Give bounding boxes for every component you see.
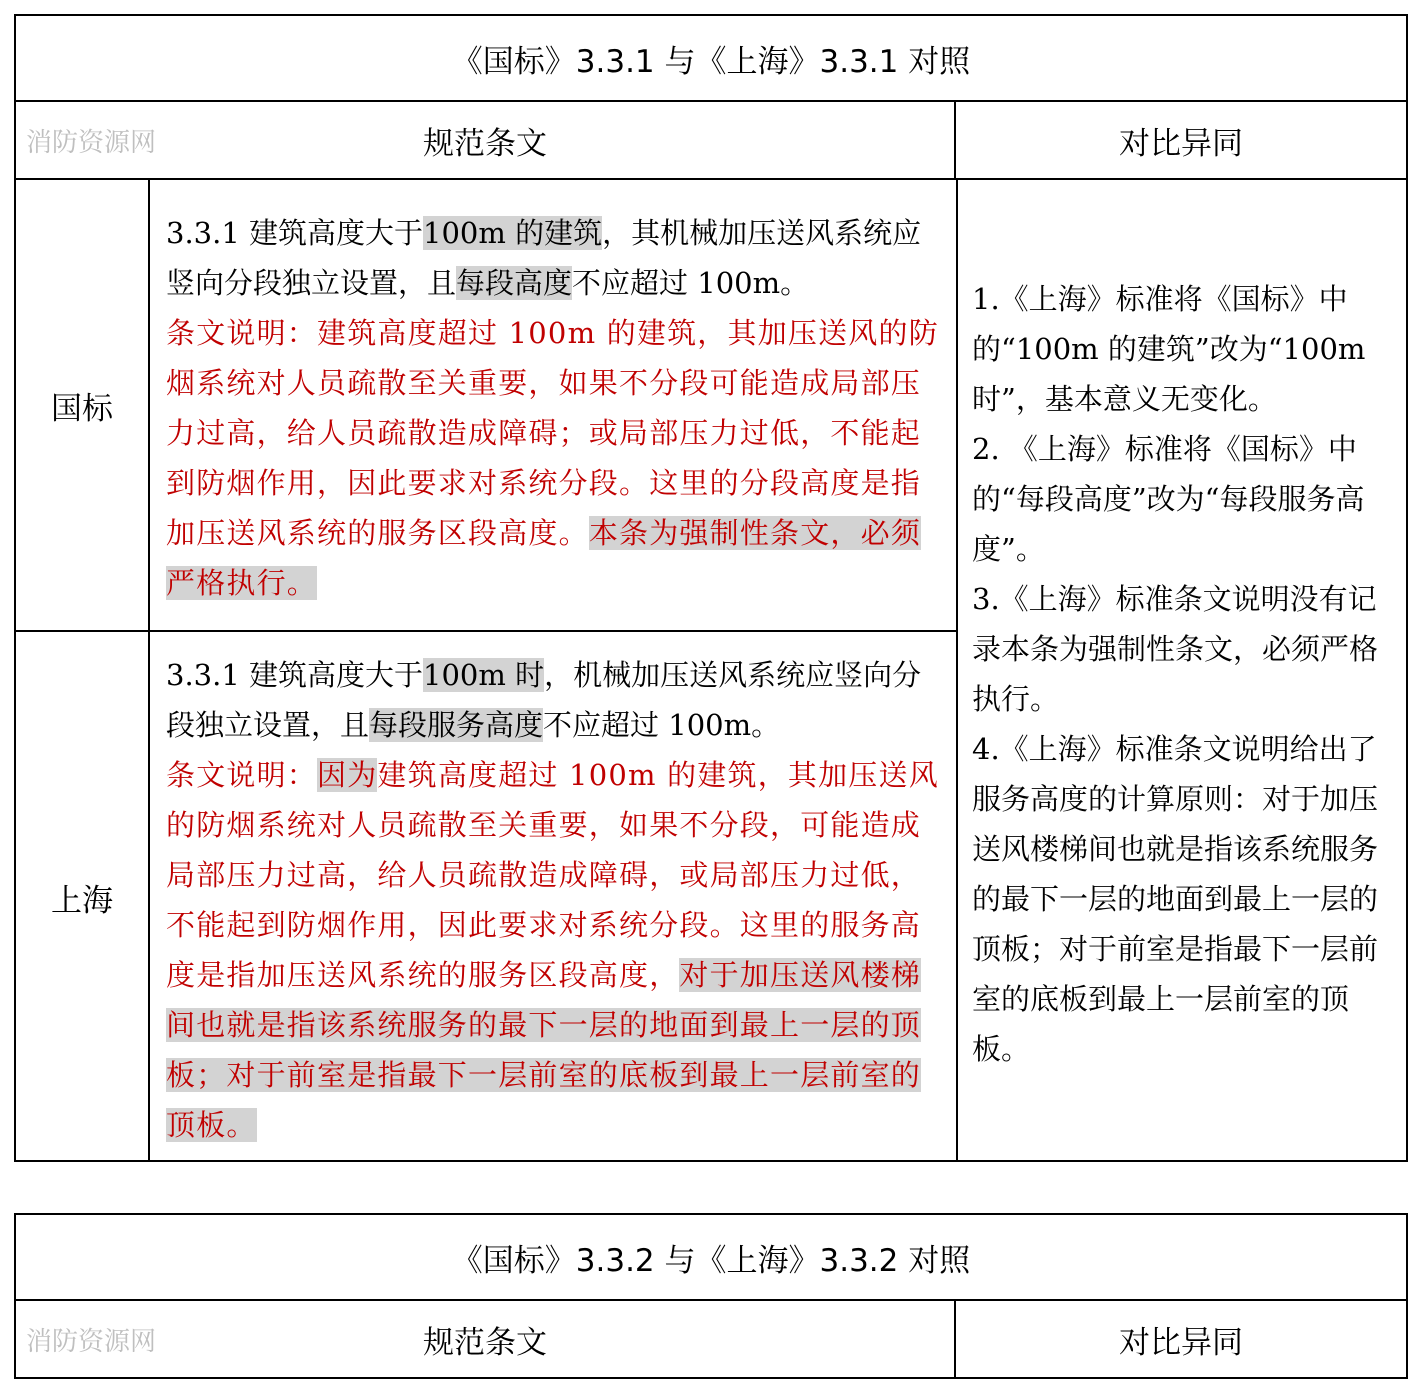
comparison-item: 4.《上海》标准条文说明给出了服务高度的计算原则：对于加压送风楼梯间也就是指该系统服务的最下一层的地面到最上一层的顶板；对于前室是指最下一层前室的底板到最上一层前室的顶板。 — [972, 732, 1379, 1066]
divider-row-guobiao-shanghai — [16, 630, 958, 632]
guobiao-text-c: ，其机械加压送风系统应竖向分段独立设置，且 — [166, 216, 922, 300]
shanghai-text-e: 不应超过 100m。 — [543, 708, 781, 742]
shanghai-note-a: 条文说明： — [166, 758, 318, 792]
guobiao-text-a: 3.3.1 建筑高度大于 — [166, 216, 424, 250]
shanghai-text-c: ，机械加压送风系统应竖向分段独立设置，且 — [166, 658, 922, 742]
comparison-table-3-3-2 — [14, 1213, 1408, 1379]
shanghai-text-highlight-b: 100m 时 — [423, 658, 545, 692]
shanghai-note-c: 建筑高度超过 100m 的建筑，其加压送风的防烟系统对人员疏散至关重要，如果不分段，可能造成局部压力过高，给人员疏散造成障碍，或局部压力过低，不能起到防烟作用，因此要求对系统分段。这里的服务高度是指加压送风系统的服务区段高度， — [166, 758, 939, 992]
guobiao-clause-text — [166, 208, 942, 308]
shanghai-explanation — [166, 750, 942, 1150]
guobiao-note-a: 条文说明：建筑高度超过 100m 的建筑，其加压送风的防烟系统对人员疏散至关重要，如果不分段可能造成局部压力过高，给人员疏散造成障碍；或局部压力过低，不能起到防烟作用，因此要求对系统分段。这里的分段高度是指加压送风系统的服务区段高度。 — [166, 316, 939, 550]
guobiao-text-highlight-b: 100m 的建筑 — [423, 216, 603, 250]
row-label-shanghai-text: 上海 — [51, 882, 113, 919]
header-comparison — [956, 102, 1406, 178]
header-clause-text — [16, 102, 956, 178]
table-title — [16, 16, 1406, 102]
guobiao-note-highlight-b: 本条为强制性条文，必须严格执行。 — [166, 516, 922, 600]
comparison-notes — [972, 274, 1396, 1074]
table-title — [16, 1215, 1406, 1301]
row-label-guobiao-text: 国标 — [51, 390, 113, 427]
divider-comparison-column — [956, 180, 958, 1160]
header-comparison — [956, 1301, 1406, 1377]
comparison-table-3-3-1 — [14, 14, 1408, 1162]
header-clause-text — [16, 1301, 956, 1377]
header-left-label: 规范条文 — [423, 125, 547, 162]
table-title-text: 《国标》3.3.1 与《上海》3.3.1 对照 — [451, 43, 971, 80]
comparison-item: 3.《上海》标准条文说明没有记录本条为强制性条文，必须严格执行。 — [972, 582, 1379, 716]
shanghai-note-highlight-d: 对于加压送风楼梯间也就是指该系统服务的最下一层的地面到最上一层的顶板；对于前室是指最下一层前室的底板到最上一层前室的顶板。 — [166, 958, 922, 1142]
shanghai-note-highlight-b: 因为 — [317, 758, 378, 792]
table-header-row — [16, 102, 1406, 180]
comparison-item: 2. 《上海》标准将《国标》中的“每段高度”改为“每段服务高度”。 — [972, 432, 1365, 566]
shanghai-text-a: 3.3.1 建筑高度大于 — [166, 658, 424, 692]
shanghai-clause — [166, 650, 942, 1150]
table-header-row — [16, 1301, 1406, 1377]
divider-label-column — [148, 180, 150, 1160]
table-title-text: 《国标》3.3.2 与《上海》3.3.2 对照 — [451, 1242, 971, 1279]
header-right-label: 对比异同 — [1119, 125, 1243, 162]
shanghai-text-highlight-d: 每段服务高度 — [369, 708, 544, 742]
guobiao-text-e: 不应超过 100m。 — [572, 266, 810, 300]
row-label-guobiao — [16, 180, 148, 630]
watermark-text: 消防资源网 — [26, 1327, 157, 1357]
watermark-text: 消防资源网 — [26, 128, 157, 158]
row-label-shanghai — [16, 632, 148, 1162]
comparison-item: 1.《上海》标准将《国标》中的“100m 的建筑”改为“100m 时”，基本意义无变化。 — [972, 282, 1366, 416]
header-left-label: 规范条文 — [423, 1324, 547, 1361]
guobiao-clause — [166, 208, 942, 608]
guobiao-text-highlight-d: 每段高度 — [456, 266, 573, 300]
guobiao-explanation — [166, 308, 942, 608]
shanghai-clause-text — [166, 650, 942, 750]
header-right-label: 对比异同 — [1119, 1324, 1243, 1361]
